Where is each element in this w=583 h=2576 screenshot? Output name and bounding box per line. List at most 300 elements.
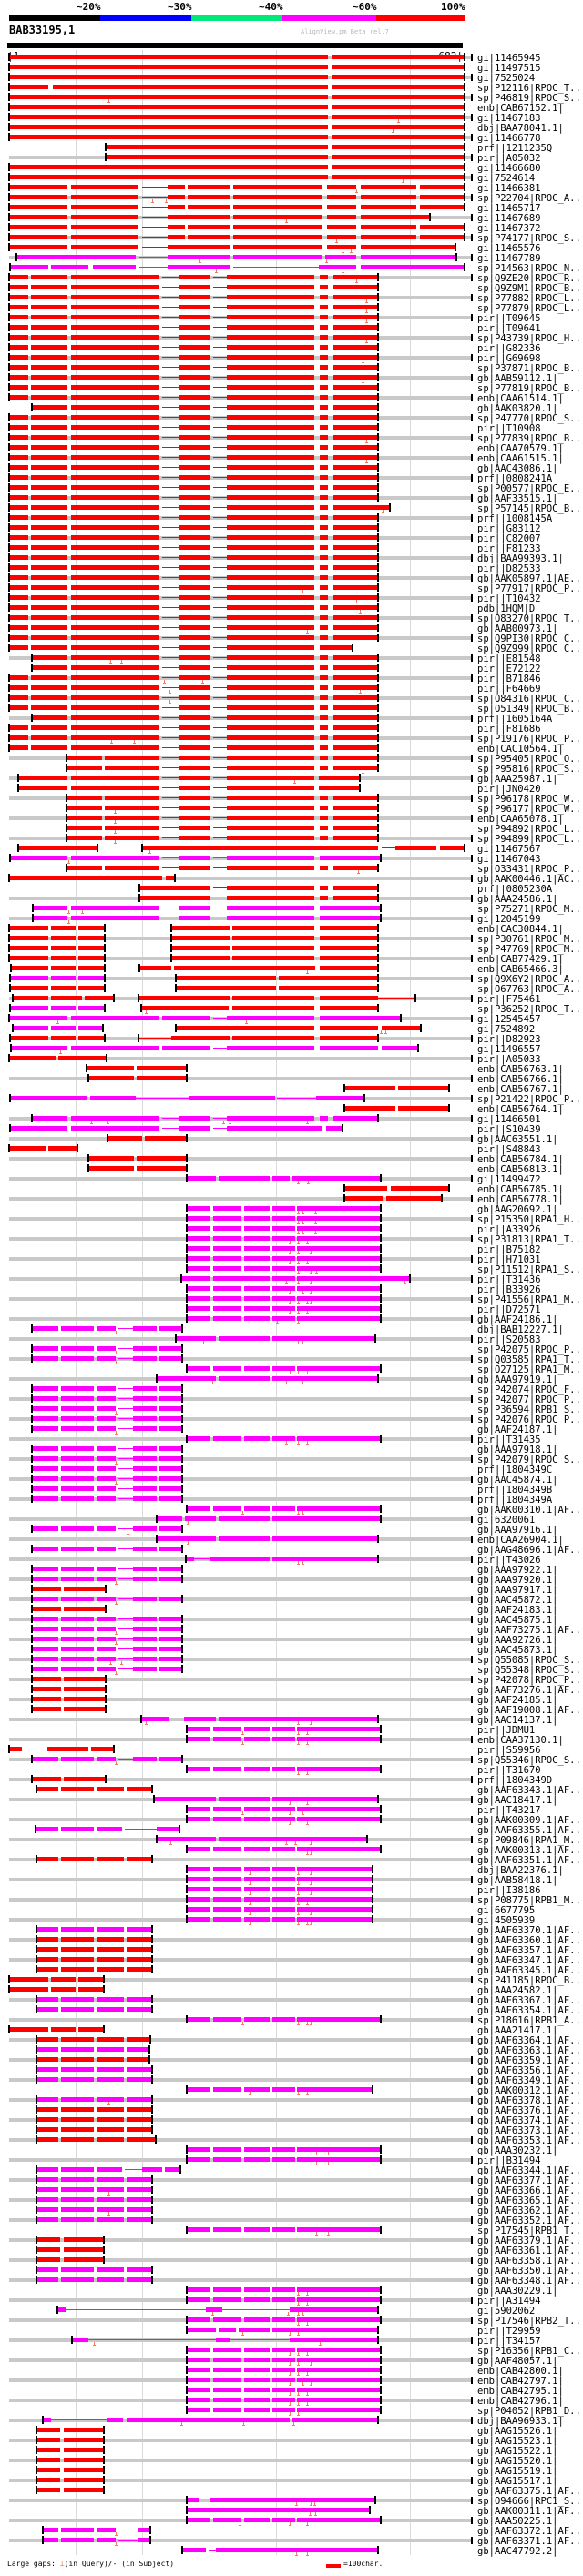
hit-bar-segment[interactable] [244,1256,270,1261]
hit-bar-segment[interactable] [133,1597,157,1601]
hit-bar-segment[interactable] [227,415,315,420]
hit-bar-segment[interactable] [162,577,179,578]
hit-label[interactable]: gb|AAF73276.1|AF.. [477,1685,581,1696]
hit-bar-segment[interactable] [213,2408,241,2412]
hit-bar-segment[interactable] [61,1927,94,1932]
hit-bar-segment[interactable] [118,2540,139,2541]
hit-bar-segment[interactable] [297,1767,380,1771]
hit-bar-segment[interactable] [213,417,227,418]
hit-bar-segment[interactable] [61,1577,94,1581]
hit-bar-segment[interactable] [227,886,315,890]
hit-bar-segment[interactable] [127,2097,153,2102]
hit-bar-segment[interactable] [61,1787,94,1791]
hit-bar-segment[interactable] [159,1396,182,1401]
hit-bar-segment[interactable] [32,1577,58,1581]
hit-label[interactable]: gb|AAK00312.1|AF.. [477,2085,581,2096]
hit-bar-segment[interactable] [71,625,159,630]
hit-bar-segment[interactable] [179,355,210,360]
hit-label[interactable]: dbj|BAA99393.1| [477,553,564,564]
hit-bar-segment[interactable] [179,635,210,640]
hit-bar-segment[interactable] [31,445,67,450]
hit-label[interactable]: sp|Q9PI30|RPOC_C.. [477,634,581,644]
hit-bar-segment[interactable] [179,375,210,380]
hit-bar-segment[interactable] [36,2428,60,2432]
hit-bar-segment[interactable] [97,1827,122,1831]
hit-bar-segment[interactable] [9,195,67,199]
hit-bar-segment[interactable] [320,375,328,380]
hit-bar-segment[interactable] [11,1046,67,1050]
hit-bar-segment[interactable] [227,1116,315,1121]
hit-bar-segment[interactable] [332,85,465,89]
hit-bar-segment[interactable] [106,145,329,149]
hit-bar-segment[interactable] [127,2067,153,2072]
hit-bar-segment[interactable] [71,735,159,740]
hit-bar-segment[interactable] [162,737,179,738]
hit-label[interactable]: gb|AAF63344.1|AF.. [477,2165,581,2176]
hit-bar-segment[interactable] [227,665,315,670]
hit-bar-segment[interactable] [244,2368,270,2372]
hit-label[interactable]: gi|4505939 [477,1915,536,1926]
hit-bar-segment[interactable] [31,365,67,370]
hit-bar-segment[interactable] [333,605,378,610]
hit-label[interactable]: sp|P37871|RPOC_B.. [477,363,581,374]
hit-label[interactable]: gb|AAF63373.1|AF.. [477,2125,581,2136]
hit-bar-segment[interactable] [297,1206,380,1211]
hit-bar-segment[interactable] [71,1116,159,1121]
hit-bar-segment[interactable] [133,1567,157,1571]
hit-label[interactable]: sp|P36252|RPOC_T.. [477,1004,581,1015]
hit-label[interactable]: sp|P42077|RPOC_P.. [477,1394,581,1405]
hit-bar-segment[interactable] [187,2328,216,2332]
hit-bar-segment[interactable] [297,1807,380,1811]
hit-bar-segment[interactable] [320,856,380,860]
hit-label[interactable]: dbj|BAA22376.1| [477,1865,564,1876]
hit-label[interactable]: sp|P18616|RPB1_A.. [477,2015,581,2026]
hit-bar-segment[interactable] [36,1947,58,1952]
hit-bar-segment[interactable] [227,735,315,740]
hit-bar-segment[interactable] [127,2077,153,2082]
hit-bar-segment[interactable] [64,2257,105,2262]
hit-bar-segment[interactable] [227,796,315,800]
hit-bar-segment[interactable] [187,2157,210,2162]
hit-label[interactable]: sp|P77882|RPOC_L.. [477,293,581,304]
hit-bar-segment[interactable] [297,2358,380,2362]
hit-bar-segment[interactable] [186,1557,195,1561]
hit-bar-segment[interactable] [272,2227,295,2232]
hit-bar-segment[interactable] [71,525,159,530]
hit-bar-segment[interactable] [272,2358,295,2362]
hit-bar-segment[interactable] [162,1118,179,1119]
hit-bar-segment[interactable] [176,976,276,980]
hit-bar-segment[interactable] [71,655,159,660]
hit-bar-segment[interactable] [36,2438,60,2442]
hit-bar-segment[interactable] [71,275,159,279]
hit-bar-segment[interactable] [9,135,328,139]
hit-bar-segment[interactable] [297,2398,380,2402]
hit-bar-segment[interactable] [227,335,315,340]
hit-bar-segment[interactable] [179,735,210,740]
hit-bar-segment[interactable] [88,1166,135,1171]
hit-bar-segment[interactable] [71,445,159,450]
hit-bar-segment[interactable] [71,465,159,470]
hit-bar-segment[interactable] [187,2317,210,2322]
hit-bar-segment[interactable] [168,245,230,249]
hit-bar-segment[interactable] [133,1426,157,1431]
hit-label[interactable]: gi|12545457 [477,1014,541,1025]
hit-bar-segment[interactable] [51,966,75,970]
hit-label[interactable]: gb|AAF63356.1|AF.. [477,2065,581,2076]
hit-bar-segment[interactable] [213,2157,241,2162]
hit-bar-segment[interactable] [32,1496,58,1501]
hit-bar-segment[interactable] [179,415,210,420]
hit-bar-segment[interactable] [227,1016,315,1020]
hit-bar-segment[interactable] [395,846,437,850]
hit-bar-segment[interactable] [272,1216,295,1221]
hit-bar-segment[interactable] [272,1376,379,1381]
hit-bar-segment[interactable] [333,545,378,550]
hit-bar-segment[interactable] [233,245,322,249]
hit-label[interactable]: emb|CAB56763.1| [477,1064,564,1075]
hit-bar-segment[interactable] [71,745,159,750]
hit-bar-segment[interactable] [227,715,315,720]
hit-bar-segment[interactable] [127,1997,153,2002]
hit-bar-segment[interactable] [333,445,378,450]
hit-bar-segment[interactable] [332,75,465,79]
hit-bar-segment[interactable] [36,2458,60,2462]
hit-bar-segment[interactable] [61,2067,94,2072]
hit-bar-segment[interactable] [133,1647,157,1651]
hit-bar-segment[interactable] [440,846,465,850]
hit-bar-segment[interactable] [233,235,322,239]
hit-bar-segment[interactable] [333,695,378,700]
hit-bar-segment[interactable] [179,665,210,670]
hit-bar-segment[interactable] [31,615,67,620]
hit-bar-segment[interactable] [179,475,210,480]
hit-label[interactable]: sp|Q55348|RPOC_S.. [477,1665,581,1676]
hit-bar-segment[interactable] [9,525,28,530]
hit-bar-segment[interactable] [71,185,139,189]
hit-bar-segment[interactable] [58,1056,106,1060]
hit-bar-segment[interactable] [184,1717,216,1721]
hit-bar-segment[interactable] [118,1568,133,1569]
hit-bar-segment[interactable] [133,1356,157,1361]
hit-label[interactable]: gb|AAF63371.1|AF.. [477,2536,581,2547]
hit-bar-segment[interactable] [118,1759,133,1760]
hit-bar-segment[interactable] [32,1697,61,1701]
hit-bar-segment[interactable] [320,685,328,690]
hit-bar-segment[interactable] [272,2518,295,2522]
hit-bar-segment[interactable] [162,1128,179,1129]
hit-bar-segment[interactable] [18,776,67,780]
hit-label[interactable]: gi|11466778 [477,133,541,144]
hit-bar-segment[interactable] [32,1637,58,1641]
hit-bar-segment[interactable] [127,2127,153,2132]
hit-label[interactable]: pir||B31494 [477,2155,541,2166]
hit-label[interactable]: gb|AAG15520.1| [477,2456,558,2467]
hit-bar-segment[interactable] [61,2107,94,2112]
hit-label[interactable]: emb|CAA26904.1| [477,1535,564,1546]
hit-bar-segment[interactable] [272,1737,295,1741]
hit-bar-segment[interactable] [162,797,179,798]
hit-bar-segment[interactable] [61,1647,94,1651]
hit-bar-segment[interactable] [33,906,66,910]
hit-bar-segment[interactable] [179,615,210,620]
hit-bar-segment[interactable] [61,2538,94,2542]
hit-bar-segment[interactable] [216,2338,230,2342]
hit-bar-segment[interactable] [176,1336,216,1341]
hit-bar-segment[interactable] [97,1997,123,2002]
hit-bar-segment[interactable] [272,2017,295,2022]
hit-bar-segment[interactable] [320,515,328,520]
hit-bar-segment[interactable] [36,2277,58,2282]
hit-bar-segment[interactable] [118,1478,133,1479]
hit-bar-segment[interactable] [133,1466,157,1471]
hit-bar-segment[interactable] [9,2027,48,2032]
hit-bar-segment[interactable] [333,796,378,800]
hit-label[interactable]: gb|AAK00446.1|AC.. [477,874,581,885]
hit-bar-segment[interactable] [32,1416,58,1421]
hit-label[interactable]: sp|P17546|RPB2_T.. [477,2316,581,2327]
hit-label[interactable]: gb|AAF24186.1| [477,1314,558,1325]
hit-bar-segment[interactable] [233,205,322,209]
hit-label[interactable]: gi|11466381 [477,183,541,194]
hit-bar-segment[interactable] [97,2057,123,2062]
hit-bar-segment[interactable] [213,557,227,558]
hit-bar-segment[interactable] [361,255,457,259]
hit-bar-segment[interactable] [97,2217,123,2222]
hit-bar-segment[interactable] [297,1296,380,1301]
hit-bar-segment[interactable] [10,1096,87,1100]
hit-bar-segment[interactable] [187,1917,210,1922]
hit-bar-segment[interactable] [31,295,67,299]
hit-bar-segment[interactable] [320,1116,328,1121]
hit-bar-segment[interactable] [213,657,227,658]
hit-bar-segment[interactable] [71,675,159,680]
hit-bar-segment[interactable] [272,1847,295,1851]
hit-bar-segment[interactable] [127,2197,153,2202]
hit-bar-segment[interactable] [71,545,159,550]
hit-bar-segment[interactable] [244,2147,270,2152]
hit-bar-segment[interactable] [327,195,356,199]
hit-bar-segment[interactable] [244,1246,270,1251]
hit-bar-segment[interactable] [162,417,179,418]
hit-bar-segment[interactable] [213,407,227,408]
hit-label[interactable]: emb|CAC10564.1| [477,744,564,755]
hit-bar-segment[interactable] [159,1346,182,1351]
hit-label[interactable]: gi|11465945 [477,53,541,64]
hit-bar-segment[interactable] [159,1757,182,1761]
hit-bar-segment[interactable] [36,1787,58,1791]
hit-bar-segment[interactable] [138,996,230,1000]
hit-bar-segment[interactable] [162,277,179,278]
hit-bar-segment[interactable] [97,2037,123,2042]
hit-bar-segment[interactable] [97,1526,116,1531]
hit-label[interactable]: gi|11496557 [477,1044,541,1055]
hit-bar-segment[interactable] [168,215,230,219]
hit-bar-segment[interactable] [31,625,67,630]
hit-bar-segment[interactable] [157,1376,216,1381]
hit-bar-segment[interactable] [9,485,28,490]
hit-bar-segment[interactable] [179,766,210,770]
hit-bar-segment[interactable] [179,745,210,750]
hit-bar-segment[interactable] [213,2398,241,2402]
hit-bar-segment[interactable] [105,766,159,770]
hit-bar-segment[interactable] [272,2287,295,2292]
hit-bar-segment[interactable] [333,615,378,620]
hit-label[interactable]: gb|AAF63351.1|AF.. [477,1855,581,1866]
hit-bar-segment[interactable] [233,225,322,229]
hit-label[interactable]: gb|AAF63357.1|AF.. [477,1945,581,1956]
hit-bar-segment[interactable] [127,1857,153,1861]
hit-bar-segment[interactable] [227,856,315,860]
hit-bar-segment[interactable] [219,2328,236,2332]
hit-label[interactable]: pir||T31435 [477,1435,541,1445]
hit-bar-segment[interactable] [272,2147,295,2152]
hit-bar-segment[interactable] [71,695,159,700]
hit-bar-segment[interactable] [297,1436,380,1441]
hit-bar-segment[interactable] [9,325,28,330]
hit-bar-segment[interactable] [32,655,67,660]
hit-bar-segment[interactable] [162,567,179,568]
hit-bar-segment[interactable] [227,355,315,360]
hit-bar-segment[interactable] [320,625,328,630]
hit-bar-segment[interactable] [66,2309,206,2310]
hit-bar-segment[interactable] [320,1016,400,1020]
hit-bar-segment[interactable] [32,1116,67,1121]
hit-label[interactable]: sp|P77839|RPOC_B.. [477,433,581,444]
hit-bar-segment[interactable] [97,1957,123,1962]
hit-label[interactable]: pir||E72122 [477,664,541,674]
hit-bar-segment[interactable] [61,2127,94,2132]
hit-bar-segment[interactable] [162,287,179,288]
hit-bar-segment[interactable] [159,1547,182,1551]
hit-bar-segment[interactable] [168,225,185,229]
hit-bar-segment[interactable] [244,1847,270,1851]
hit-bar-segment[interactable] [61,1997,94,2002]
hit-bar-segment[interactable] [320,926,378,930]
hit-bar-segment[interactable] [97,2107,123,2112]
hit-bar-segment[interactable] [213,617,227,618]
hit-label[interactable]: sp|P57145|RPOC_B.. [477,503,581,514]
hit-bar-segment[interactable] [233,215,322,219]
hit-bar-segment[interactable] [32,1587,61,1591]
hit-label[interactable]: gb|AAF63352.1|AF.. [477,2216,581,2226]
hit-bar-segment[interactable] [32,1567,58,1571]
hit-bar-segment[interactable] [327,235,356,239]
hit-bar-segment[interactable] [213,387,227,388]
hit-bar-segment[interactable] [320,565,328,570]
hit-bar-segment[interactable] [159,1466,182,1471]
hit-bar-segment[interactable] [320,535,328,540]
hit-bar-segment[interactable] [127,2267,153,2272]
hit-bar-segment[interactable] [320,315,328,319]
hit-bar-segment[interactable] [244,2087,270,2092]
hit-bar-segment[interactable] [118,1358,133,1359]
hit-bar-segment[interactable] [179,595,210,600]
hit-bar-segment[interactable] [333,866,378,870]
hit-bar-segment[interactable] [31,515,67,520]
hit-bar-segment[interactable] [420,225,465,229]
hit-label[interactable]: gb|AAC45875.1| [477,1615,558,1626]
hit-bar-segment[interactable] [382,1026,421,1030]
hit-bar-segment[interactable] [61,2137,94,2142]
hit-bar-segment[interactable] [213,2518,241,2522]
hit-bar-segment[interactable] [97,2127,123,2132]
hit-label[interactable]: gb|AAC45874.1| [477,1475,558,1486]
hit-bar-segment[interactable] [9,505,28,510]
hit-bar-segment[interactable] [64,2478,105,2482]
hit-bar-segment[interactable] [97,2007,123,2012]
hit-bar-segment[interactable] [71,575,159,580]
hit-bar-segment[interactable] [187,1306,210,1311]
hit-bar-segment[interactable] [244,1226,270,1231]
hit-label[interactable]: gb|AAC45872.1| [477,1595,558,1606]
hit-bar-segment[interactable] [61,2007,94,2012]
hit-bar-segment[interactable] [187,2518,210,2522]
hit-bar-segment[interactable] [97,1567,116,1571]
hit-bar-segment[interactable] [31,705,67,710]
hit-bar-segment[interactable] [213,2147,241,2152]
hit-bar-segment[interactable] [244,1236,270,1241]
hit-bar-segment[interactable] [31,725,67,730]
hit-bar-segment[interactable] [71,245,139,249]
hit-label[interactable]: gb|AAF63366.1|AF.. [477,2186,581,2196]
hit-bar-segment[interactable] [9,585,28,590]
hit-bar-segment[interactable] [11,966,48,970]
hit-bar-segment[interactable] [179,866,210,870]
hit-bar-segment[interactable] [333,395,378,400]
hit-label[interactable]: gi|11466501 [477,1114,541,1125]
hit-bar-segment[interactable] [320,725,328,730]
hit-bar-segment[interactable] [32,1526,58,1531]
hit-bar-segment[interactable] [61,1396,94,1401]
hit-bar-segment[interactable] [332,55,465,59]
hit-label[interactable]: sp|P08775|RPB1_M.. [477,1895,581,1906]
hit-bar-segment[interactable] [179,695,210,700]
hit-bar-segment[interactable] [187,1286,210,1291]
hit-bar-segment[interactable] [137,1076,186,1080]
hit-bar-segment[interactable] [162,637,179,638]
hit-bar-segment[interactable] [187,1817,210,1821]
hit-label[interactable]: prf||1804349D [477,1775,553,1786]
hit-bar-segment[interactable] [51,265,88,269]
hit-label[interactable]: gb|AAF63376.1|AF.. [477,2105,581,2116]
hit-bar-segment[interactable] [213,2348,241,2352]
hit-bar-segment[interactable] [9,1056,56,1060]
hit-bar-segment[interactable] [216,2548,378,2552]
hit-bar-segment[interactable] [133,1757,157,1761]
hit-bar-segment[interactable] [297,1256,380,1261]
hit-bar-segment[interactable] [66,806,102,810]
hit-bar-segment[interactable] [227,325,315,330]
hit-bar-segment[interactable] [272,1887,295,1891]
hit-bar-segment[interactable] [97,2538,116,2542]
hit-bar-segment[interactable] [232,1036,314,1040]
hit-bar-segment[interactable] [213,1018,227,1019]
hit-bar-segment[interactable] [66,756,102,760]
hit-bar-segment[interactable] [61,2097,94,2102]
hit-bar-segment[interactable] [133,1637,157,1641]
hit-bar-segment[interactable] [36,2207,58,2212]
hit-bar-segment[interactable] [320,956,378,960]
hit-bar-segment[interactable] [333,565,378,570]
hit-bar-segment[interactable] [127,2418,290,2422]
hit-bar-segment[interactable] [179,465,210,470]
hit-bar-segment[interactable] [36,2468,60,2472]
hit-bar-segment[interactable] [213,817,227,818]
hit-bar-segment[interactable] [31,355,67,360]
hit-bar-segment[interactable] [213,1118,227,1119]
